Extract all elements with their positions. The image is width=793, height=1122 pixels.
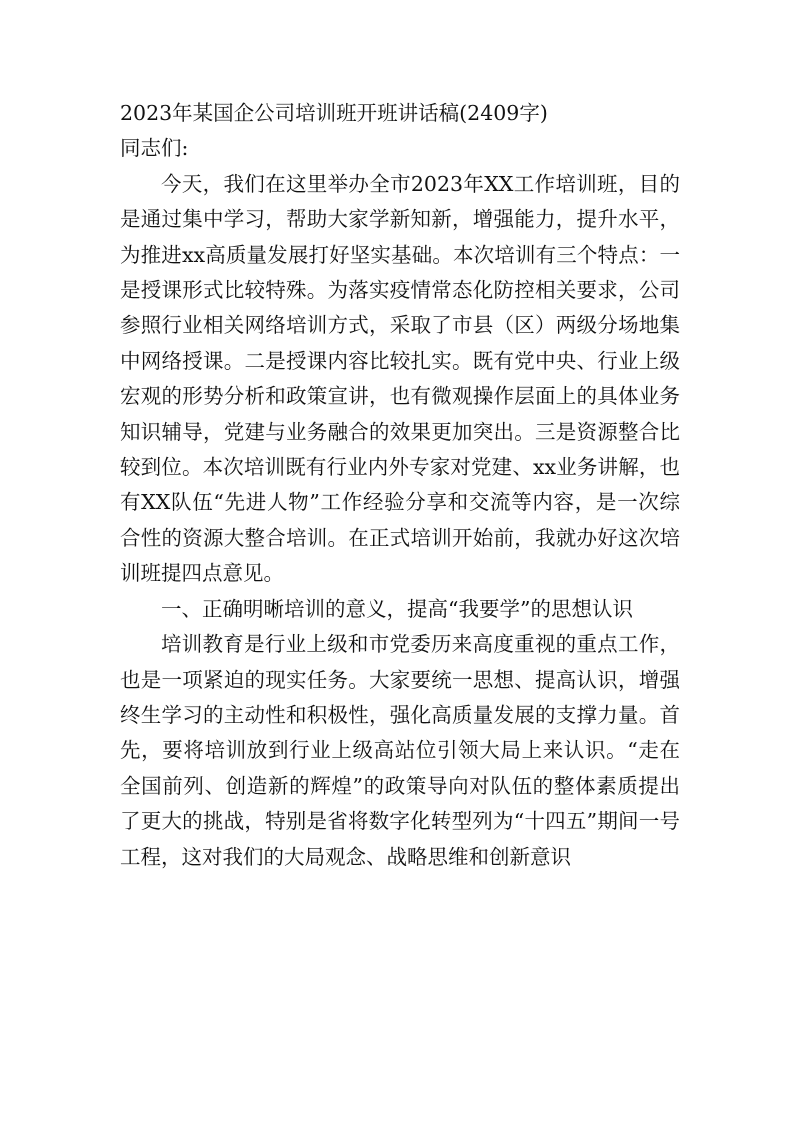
document-title: 2023年某国企公司培训班开班讲话稿(2409字)	[120, 101, 548, 125]
salutation: 同志们:	[120, 136, 189, 161]
section-heading-one: 一、正确明晰培训的意义，提高“我要学”的思想认识	[161, 596, 633, 621]
document-body	[120, 96, 680, 875]
paragraph-opening: 今天，我们在这里举办全市2023年XX工作培训班，目的是通过集中学习，帮助大家学新知新，增强能力，提升水平，为推进xx高质量发展打好坚实基础。本次培训有三个特点：一是授课形式比较特殊。为落实疫情常态化防控相关要求，公司参照行业相关网络培训方式，采取了市县（区）两级分场地集中网络授课。二是授课内容比较扎实。既有党中央、行业上级宏观的形势分析和政策宣讲，也有微观操作层面上的具体业务知识辅导，党建与业务融合的效果更加突出。三是资源整合比较到位。本次培训既有行业内外专家对党建、xx业务讲解，也有XX队伍“先进人物”工作经验分享和交流等内容，是一次综合性的资源大整合培训。在正式培训开始前，我就办好这次培训班提四点意见。	[120, 171, 680, 586]
paragraph-section-one: 培训教育是行业上级和市党委历来高度重视的重点工作，也是一项紧迫的现实任务。大家要统一思想、提高认识，增强终生学习的主动性和积极性，强化高质量发展的支撑力量。首先，要将培训放到行业上级高站位引领大局上来认识。“走在全国前列、创造新的辉煌”的政策导向对队伍的整体素质提出了更大的挑战，特别是省将数字化转型列为“十四五”期间一号工程，这对我们的大局观念、战略思维和创新意识	[120, 632, 680, 869]
